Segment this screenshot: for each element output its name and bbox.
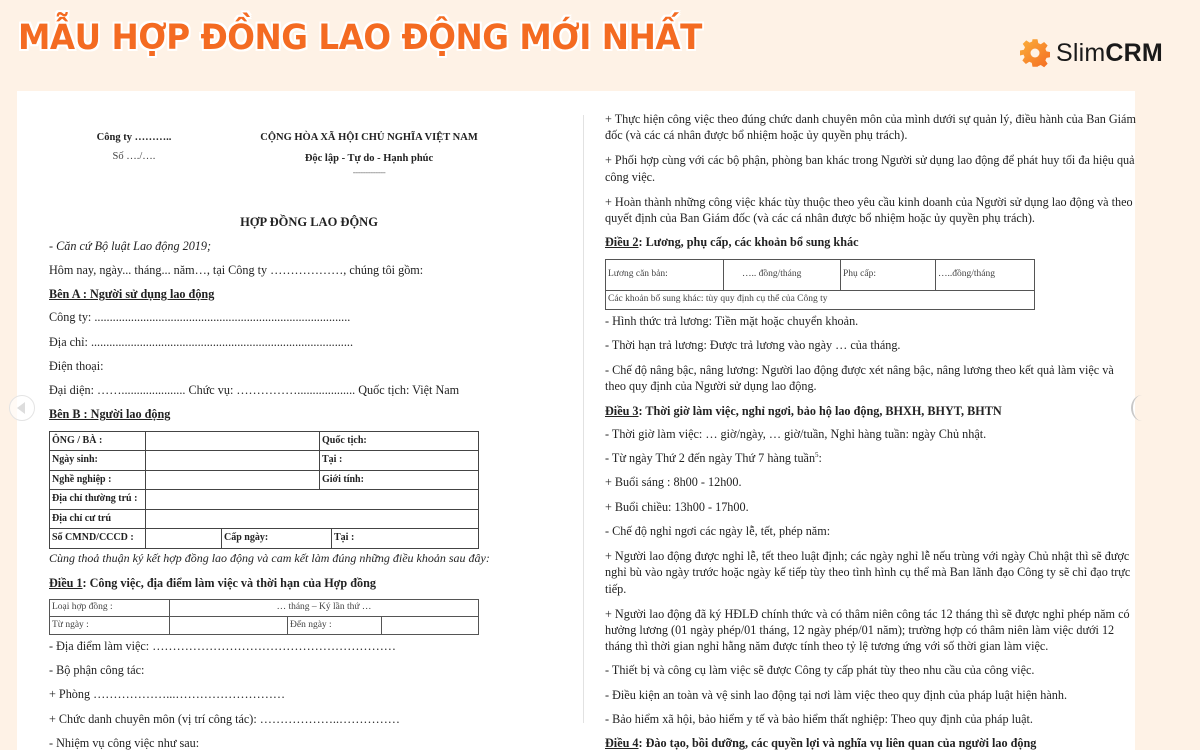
holiday-policy: + Người lao động được nghỉ lễ, tết theo luật định; các ngày nghỉ lễ nếu trùng với ngày Chủ nhật thì sẽ được nghỉ bù vào ngày trước hoặc ngày kế tiếp tùy theo tình hình cụ thể mà Ban lãnh đạo Công ty sẽ chỉ đạo trực tiếp. xyxy=(605,549,1131,596)
chevron-left-icon[interactable] xyxy=(9,395,35,421)
article-3-heading: Điều 3: Thời giờ làm việc, nghỉ ngơi, bảo hộ lao động, BHXH, BHYT, BHTN xyxy=(605,403,1002,418)
document-header xyxy=(49,131,549,219)
brand-name: SlimCRM xyxy=(1056,38,1163,67)
party-b-heading: Bên B : Người lao động xyxy=(49,407,171,422)
afternoon-shift: + Buổi chiều: 13h00 - 17h00. xyxy=(605,499,749,514)
room-line: + Phòng ………………...……………………… xyxy=(49,687,286,702)
name-value xyxy=(146,431,320,451)
party-a-address: Địa chỉ: ...................................................................................... xyxy=(49,334,353,349)
document-preview xyxy=(17,91,1135,750)
contract-title: HỢP ĐỒNG LAO ĐỘNG xyxy=(240,215,378,229)
article-4-heading: Điều 4: Đào tạo, bồi dưỡng, các quyền lợi và nghĩa vụ liên quan của người lao động xyxy=(605,736,1037,750)
salary-table: Lương căn bản: ….. đồng/tháng Phụ cấp: …..đồng/tháng Các khoản bổ sung khác: tùy quy định cụ thể của Công ty xyxy=(605,259,1035,310)
job-title-line: + Chức danh chuyên môn (vị trí công tác): ………………..…………… xyxy=(49,711,400,726)
page-title: MẪU HỢP ĐỒNG LAO ĐỘNG MỚI NHẤT xyxy=(18,18,702,58)
intro-line: Hôm nay, ngày... tháng... năm…, tại Công ty ………………, chúng tôi gồm: xyxy=(49,262,424,277)
agreement-line: Cùng thoả thuận ký kết hợp đồng lao động và cam kết làm đúng những điều khoản sau đây: xyxy=(49,550,490,565)
annual-leave-policy: + Người lao động đã ký HĐLĐ chính thức và có thâm niên công tác 12 tháng thì sẽ được nghỉ phép năm có hưởng lương (01 ngày phép/01 tháng, 12 ngày phép/01 năm); trường hợp có thâm niên làm việc dưới 12 tháng thì thời gian nghỉ hằng năm được tính theo tỷ lệ tương ứng với số thời gian làm việc. xyxy=(605,606,1130,654)
brand-logo xyxy=(1020,38,1163,68)
article-1-heading: Điều 1: Công việc, địa điểm làm việc và thời hạn của Hợp đồng xyxy=(49,575,377,590)
working-hours: - Thời giờ làm việc: … giờ/ngày, … giờ/tuần, Nghỉ hàng tuần: ngày Chủ nhật. xyxy=(605,426,987,441)
morning-shift: + Buổi sáng : 8h00 - 12h00. xyxy=(605,475,742,490)
party-a-representative: Đại diện: ……..................... Chức vụ: ……………................... Quốc tịch: Việt Nam xyxy=(49,383,460,398)
company-block: Công ty ……….. Số …./…. xyxy=(96,132,172,163)
duty-item: + Hoàn thành những công việc khác tùy thuộc theo yêu cầu kinh doanh của Người sử dụng lao động và theo quyết định của Ban Giám đốc (và các cá nhân được bổ nhiệm hoặc ủy quyền phụ trách). xyxy=(605,194,1133,226)
workplace-line: - Địa điểm làm việc: …………………………………………………… xyxy=(49,638,396,653)
column-divider xyxy=(583,115,584,723)
gear-icon xyxy=(1020,38,1050,68)
party-b-table: ÔNG / BÀ : Quốc tịch: Ngày sinh: Tại : Nghề nghiệp : Giới tính: Địa chỉ thường trú : Địa chỉ cư trú Số CMND/CCCD : Cấp ngày: Tại : xyxy=(49,431,479,549)
duty-item: + Thực hiện công việc theo đúng chức danh chuyên môn của mình dưới sự quản lý, điều hành của Ban Giám đốc (và các cá nhân được bổ nhiệm hoặc ủy quyền phụ trách). xyxy=(605,112,1136,143)
legal-basis: - Căn cứ Bộ luật Lao động 2019; xyxy=(49,238,212,253)
document-page-left xyxy=(49,131,549,750)
promotion-policy: - Chế độ nâng bậc, nâng lương: Người lao động được xét nâng bậc, nâng lương theo kết quả làm việc và theo quy định của Người sử dụng lao động. xyxy=(605,363,1114,394)
safety-line: - Điều kiện an toàn và vệ sinh lao động tại nơi làm việc theo quy định của pháp luật hiện hành. xyxy=(605,687,1068,702)
national-heading: CỘNG HÒA XÃ HỘI CHỦ NGHĨA VIỆT NAM Độc lập - Tự do - Hạnh phúc ------------- xyxy=(260,132,478,178)
article-2-heading: Điều 2: Lương, phụ cấp, các khoản bổ sung khác xyxy=(605,235,859,250)
duty-item: + Phối hợp cùng với các bộ phận, phòng ban khác trong Người sử dụng lao động để phát huy tối đa hiệu quả công việc. xyxy=(605,153,1135,184)
party-a-company: Công ty: .................................................................................... xyxy=(49,310,351,325)
party-a-phone: Điện thoại: xyxy=(49,358,104,373)
document-page-right xyxy=(605,111,1137,750)
payment-method: - Hình thức trả lương: Tiền mặt hoặc chuyển khoản. xyxy=(605,313,859,328)
duties-line: - Nhiệm vụ công việc như sau: xyxy=(49,735,200,750)
contract-term-table: Loại hợp đồng : … tháng – Ký lần thứ … Từ ngày : Đến ngày : xyxy=(49,599,479,635)
leave-policy: - Chế độ nghỉ ngơi các ngày lễ, tết, phép năm: xyxy=(605,523,831,538)
working-days: - Từ ngày Thứ 2 đến ngày Thứ 7 hàng tuần$^5$: xyxy=(605,451,822,466)
department-line: - Bộ phận công tác: xyxy=(49,663,145,678)
payment-date: - Thời hạn trả lương: Được trả lương vào ngày … của tháng. xyxy=(605,337,901,352)
party-a-heading: Bên A : Người sử dụng lao động xyxy=(49,287,215,302)
equipment-line: - Thiết bị và công cụ làm việc sẽ được Công ty cấp phát tùy theo nhu cầu của công việc. xyxy=(605,663,1035,678)
insurance-line: - Bảo hiểm xã hội, bảo hiểm y tế và bảo hiểm thất nghiệp: Theo quy định của pháp luật. xyxy=(605,711,1033,726)
